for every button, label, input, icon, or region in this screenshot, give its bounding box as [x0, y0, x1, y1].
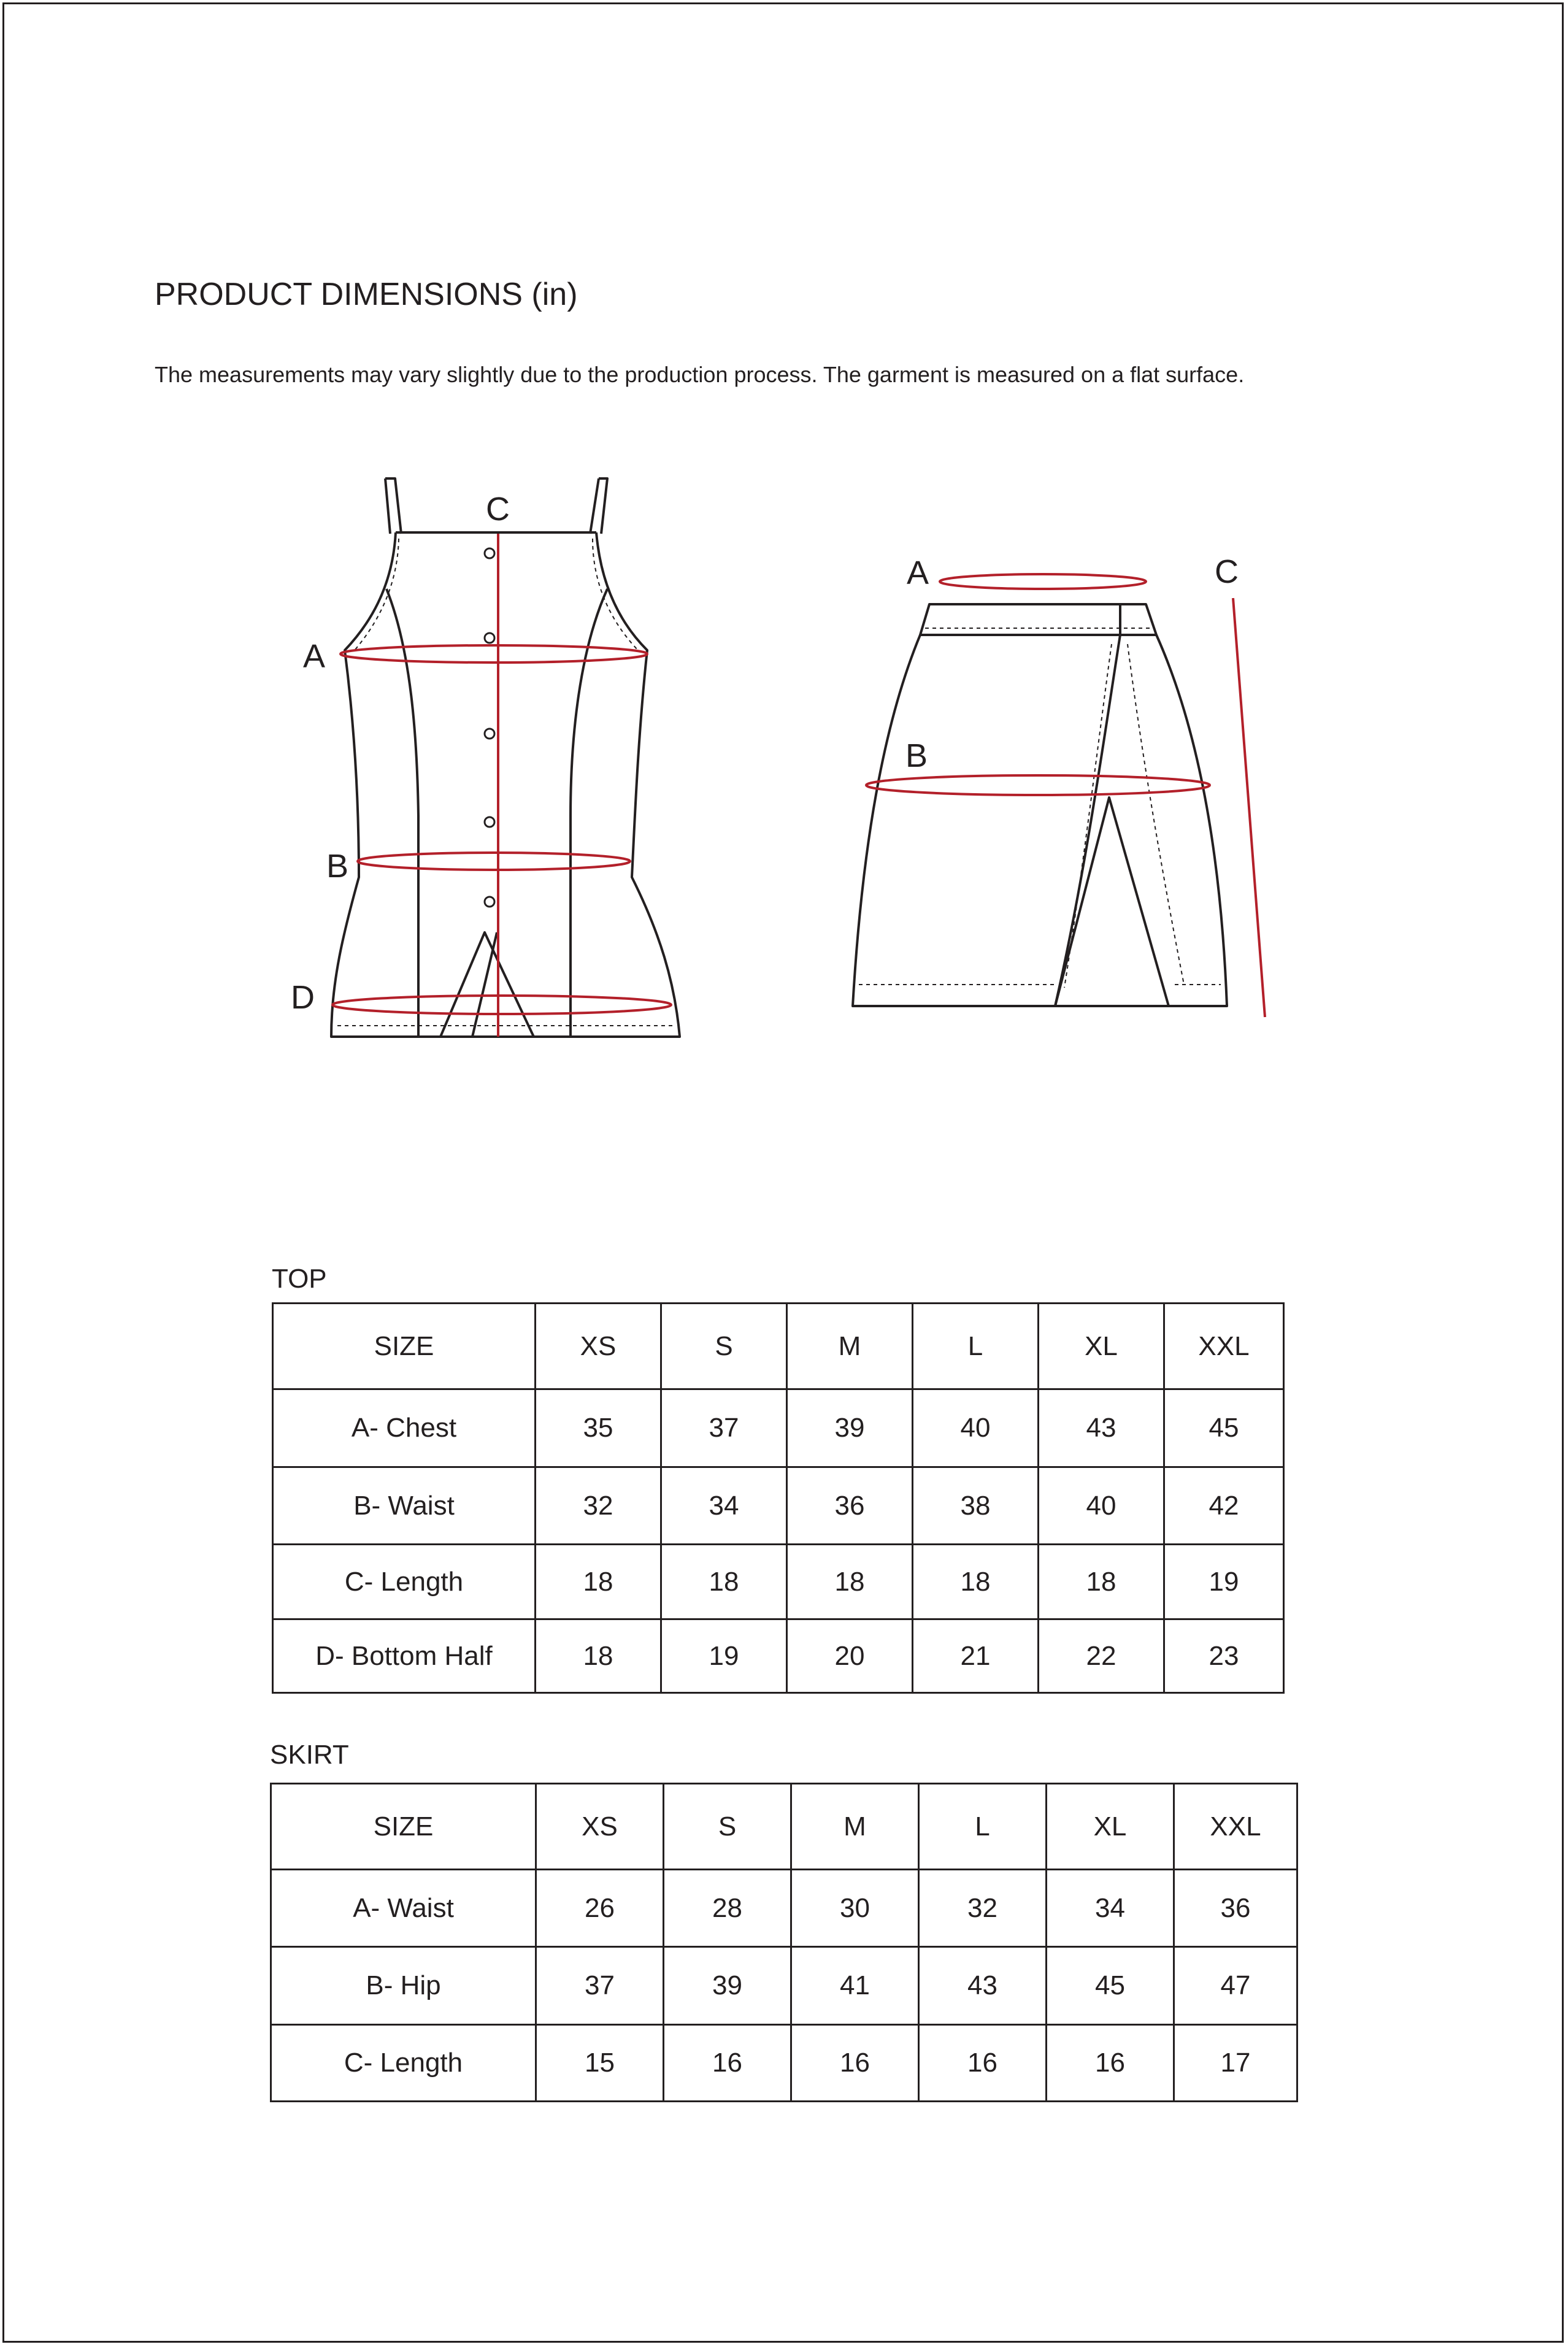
table-cell: 22	[1039, 1619, 1164, 1693]
header-xxl: XXL	[1164, 1304, 1284, 1389]
header-m: M	[791, 1784, 919, 1870]
skirt-waist-guide-a	[940, 574, 1146, 589]
header-xl: XL	[1047, 1784, 1174, 1870]
table-row	[271, 1947, 1297, 2025]
row-label: B- Waist	[273, 1467, 536, 1545]
skirt-length-guide-c	[1233, 598, 1265, 1017]
table-cell: 40	[913, 1389, 1039, 1467]
page-title: PRODUCT DIMENSIONS (in)	[155, 277, 578, 312]
table-cell: 36	[1174, 1870, 1297, 1947]
table-cell: 40	[1039, 1467, 1164, 1545]
table-row	[273, 1545, 1284, 1619]
row-label: B- Hip	[271, 1947, 536, 2025]
table-row	[273, 1619, 1284, 1693]
skirt-size-table	[270, 1783, 1298, 2102]
label-d: D	[291, 979, 315, 1016]
table-cell: 19	[661, 1619, 787, 1693]
table-cell: 38	[913, 1467, 1039, 1545]
skirt-diagram	[840, 540, 1294, 1031]
table-cell: 39	[787, 1389, 913, 1467]
header-xl: XL	[1039, 1304, 1164, 1389]
table-cell: 26	[536, 1870, 664, 1947]
header-l: L	[919, 1784, 1047, 1870]
header-m: M	[787, 1304, 913, 1389]
header-s: S	[661, 1304, 787, 1389]
table-cell: 18	[1039, 1545, 1164, 1619]
table-cell: 20	[787, 1619, 913, 1693]
skirt-label-c: C	[1215, 553, 1239, 590]
row-label: A- Waist	[271, 1870, 536, 1947]
table-row	[273, 1389, 1284, 1467]
table-cell: 32	[919, 1870, 1047, 1947]
table-cell: 47	[1174, 1947, 1297, 2025]
header-size: SIZE	[273, 1304, 536, 1389]
table-cell: 37	[536, 1947, 664, 2025]
top-sketch	[282, 466, 712, 1055]
table-row	[273, 1467, 1284, 1545]
table-cell: 39	[664, 1947, 791, 2025]
table-cell: 37	[661, 1389, 787, 1467]
row-label: A- Chest	[273, 1389, 536, 1467]
table-row	[271, 1870, 1297, 1947]
table-cell: 45	[1164, 1389, 1284, 1467]
table-cell: 45	[1047, 1947, 1174, 2025]
table-cell: 41	[791, 1947, 919, 2025]
skirt-label-a: A	[907, 555, 929, 591]
table-cell: 18	[913, 1545, 1039, 1619]
top-table-label: TOP	[272, 1264, 327, 1294]
table-cell: 18	[536, 1619, 661, 1693]
table-cell: 34	[661, 1467, 787, 1545]
bottom-guide-d	[332, 996, 671, 1014]
header-size: SIZE	[271, 1784, 536, 1870]
table-cell: 16	[664, 2025, 791, 2102]
table-cell: 21	[913, 1619, 1039, 1693]
table-cell: 30	[791, 1870, 919, 1947]
table-header-row	[273, 1304, 1284, 1389]
table-cell: 16	[919, 2025, 1047, 2102]
chest-guide-a	[340, 645, 647, 663]
measurement-note: The measurements may vary slightly due to the production process. The garment is measured on a flat surface.	[155, 362, 1245, 387]
table-cell: 18	[787, 1545, 913, 1619]
table-cell: 34	[1047, 1870, 1174, 1947]
table-cell: 16	[1047, 2025, 1174, 2102]
row-label: C- Length	[273, 1545, 536, 1619]
row-label: D- Bottom Half	[273, 1619, 536, 1693]
table-cell: 35	[536, 1389, 661, 1467]
table-header-row	[271, 1784, 1297, 1870]
header-s: S	[664, 1784, 791, 1870]
table-cell: 28	[664, 1870, 791, 1947]
table-cell: 36	[787, 1467, 913, 1545]
table-row	[271, 2025, 1297, 2102]
waist-guide-b	[358, 853, 630, 870]
table-cell: 43	[1039, 1389, 1164, 1467]
table-cell: 18	[661, 1545, 787, 1619]
skirt-label-b: B	[905, 737, 928, 774]
label-a: A	[303, 638, 326, 675]
skirt-hip-guide-b	[866, 775, 1210, 795]
skirt-table-label: SKIRT	[270, 1740, 349, 1770]
label-c: C	[486, 491, 510, 528]
table-cell: 16	[791, 2025, 919, 2102]
table-cell: 23	[1164, 1619, 1284, 1693]
table-cell: 19	[1164, 1545, 1284, 1619]
skirt-sketch	[840, 540, 1294, 1031]
label-b: B	[326, 848, 349, 885]
header-xs: XS	[536, 1784, 664, 1870]
header-xxl: XXL	[1174, 1784, 1297, 1870]
table-cell: 32	[536, 1467, 661, 1545]
table-cell: 42	[1164, 1467, 1284, 1545]
top-diagram	[282, 466, 712, 1055]
header-xs: XS	[536, 1304, 661, 1389]
table-cell: 17	[1174, 2025, 1297, 2102]
table-cell: 18	[536, 1545, 661, 1619]
table-cell: 43	[919, 1947, 1047, 2025]
row-label: C- Length	[271, 2025, 536, 2102]
top-size-table	[272, 1302, 1285, 1694]
table-cell: 15	[536, 2025, 664, 2102]
header-l: L	[913, 1304, 1039, 1389]
